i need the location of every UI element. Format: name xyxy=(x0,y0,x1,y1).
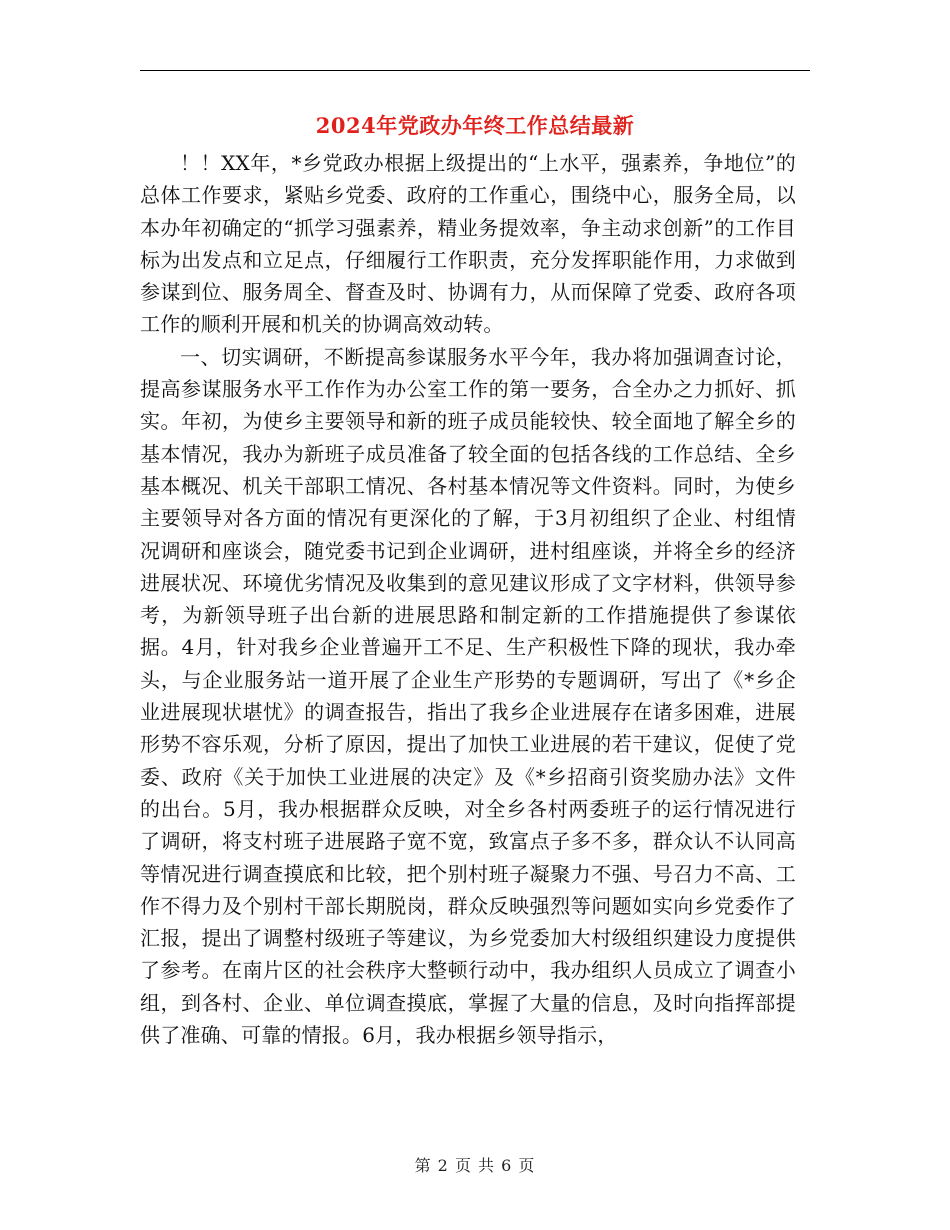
page-number: 第 2 页 共 6 页 xyxy=(414,1156,536,1175)
paragraph-section-1: 一、切实调研，不断提高参谋服务水平今年，我办将加强调查讨论，提高参谋服务水平工作作为办公室工作的第一要务，合全办之力抓好、抓实。年初，为使乡主要领导和新的班子成员能较快、较全面地了解全乡的基本情况，我办为新班子成员准备了较全面的包括各线的工作总结、全乡基本概况、机关干部职工情况、各村基本情况等文件资料。同时，为使乡主要领导对各方面的情况有更深化的了解，于3月初组织了企业、村组情况调研和座谈会，随党委书记到企业调研，进村组座谈，并将全乡的经济进展状况、环境优劣情况及收集到的意见建议形成了文字材料，供领导参考，为新领导班子出台新的进展思路和制定新的工作措施提供了参谋依据。4月，针对我乡企业普遍开工不足、生产积极性下降的现状，我办牵头，与企业服务站一道开展了企业生产形势的专题调研，写出了《*乡企业进展现状堪忧》的调查报告，指出了我乡企业进展存在诸多困难，进展形势不容乐观，分析了原因，提出了加快工业进展的若干建议，促使了党委、政府《关于加快工业进展的决定》及《*乡招商引资奖励办法》文件的出台。5月，我办根据群众反映，对全乡各村两委班子的运行情况进行了调研，将支村班子进展路子宽不宽，致富点子多不多，群众认不认同高等情况进行调查摸底和比较，把个别村班子凝聚力不强、号召力不高、工作不得力及个别村干部长期脱岗，群众反映强烈等问题如实向乡党委作了汇报，提出了调整村级班子等建议，为乡党委加大村级组织建设力度提供了参考。在南片区的社会秩序大整顿行动中，我办组织人员成立了调查小组，到各村、企业、单位调查摸底，掌握了大量的信息，及时向指挥部提供了准确、可靠的情报。6月，我办根据乡领导指示， xyxy=(140,344,796,1048)
document-title: 2024年党政办年终工作总结最新 xyxy=(315,113,635,138)
header-rule xyxy=(140,70,810,71)
paragraph-intro: ！！XX年，*乡党政办根据上级提出的“上水平，强素养，争地位”的总体工作要求，紧贴乡党委、政府的工作重心，围绕中心，服务全局，以本办年初确定的“抓学习强素养，精业务提效率，争主动求创新”的工作目标为出发点和立足点，仔细履行工作职责，充分发挥职能作用，力求做到参谋到位、服务周全、督查及时、协调有力，从而保障了党委、政府各项工作的顺利开展和机关的协调高效动转。 xyxy=(140,151,796,337)
document-body xyxy=(140,147,796,1051)
